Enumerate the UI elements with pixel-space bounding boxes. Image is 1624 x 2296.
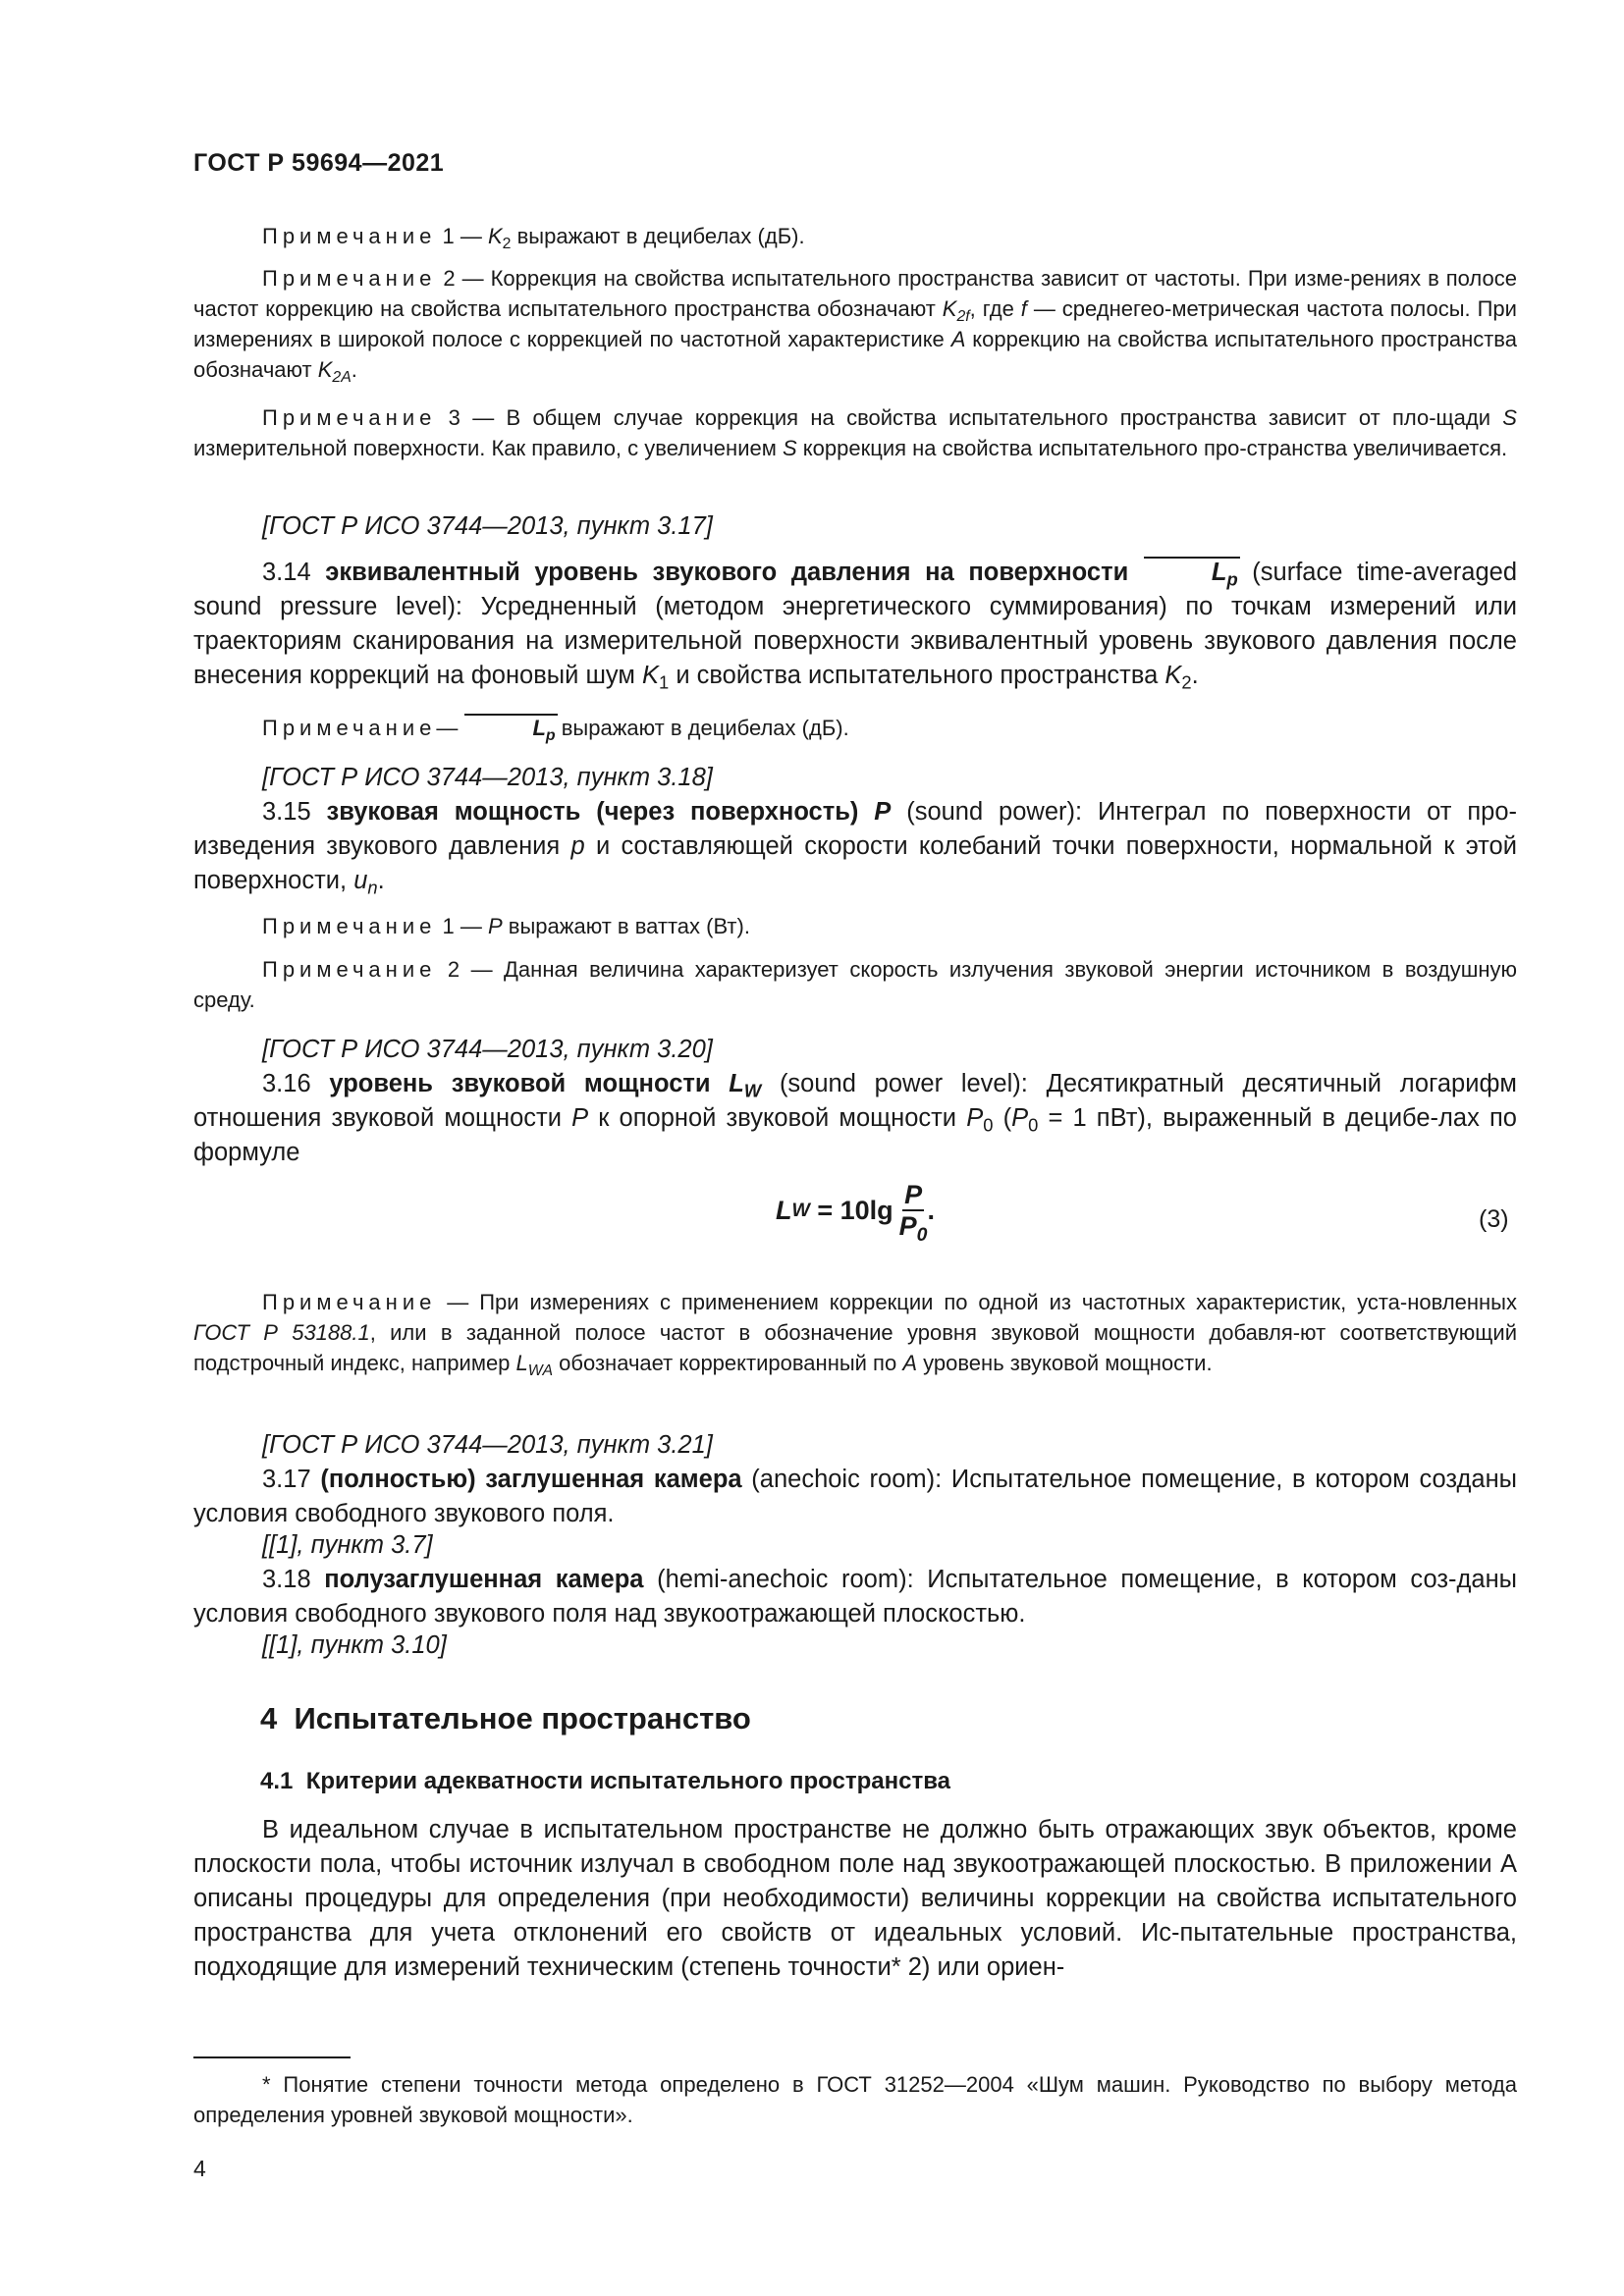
term: (полностью) заглушенная камера <box>320 1466 742 1493</box>
page-number: 4 <box>193 2156 206 2181</box>
reference-3-7: [[1], пункт 3.7] <box>262 1531 433 1559</box>
term: уровень звуковой мощности <box>329 1070 711 1097</box>
note-3-15-1: Примечание 1 — P выражают в ваттах (Вт). <box>262 914 750 938</box>
term: звуковая мощность (через поверхность) <box>326 798 859 826</box>
formula-3: L W = 10lg $\frac{P}{P_0}$ . <box>776 1180 935 1246</box>
section-4-1-paragraph: В идеальном случае в испытательном пространстве не должно быть отражающих звук объектов, кроме плоскости пола, чтобы источник излучал в свободном поле над звукоотражающей плоскостью. В приложении А описаны процедуры для определения (при необходимости) величины коррекции на свойства испытательного пространства для учета отклонений его свойств от идеальных условий. Ис-пытательные пространства, подходящие для измерений техническим (степень точности* 2) или ориен- <box>193 1816 1517 1981</box>
note-label: Примечание <box>262 957 437 982</box>
note-3-14: Примечание— $L_p$ выражают в децибелах (дБ). <box>193 713 1517 743</box>
formula-number: (3) <box>1479 1205 1509 1233</box>
term: эквивалентный уровень звукового давления на поверхности <box>325 559 1129 586</box>
reference-3-10: [[1], пункт 3.10] <box>262 1631 447 1659</box>
note-label: Примечание <box>262 914 437 938</box>
note-label: Примечание <box>262 224 437 248</box>
reference-321: [ГОСТ Р ИСО 3744—2013, пункт 3.21] <box>262 1431 713 1459</box>
definition-3-16: 3.16 уровень звуковой мощности $L_W$ (sound power level): Десятикратный десятичный логарифм отношения звуковой мощности P к опорной звуковой мощности $P_0$ ($P_0 = 1$ пВт), выраженный в децибе-лах по формуле <box>193 1070 1517 1166</box>
reference-320: [ГОСТ Р ИСО 3744—2013, пункт 3.20] <box>262 1036 713 1063</box>
reference-317: [ГОСТ Р ИСО 3744—2013, пункт 3.17] <box>262 512 713 540</box>
definition-3-15: 3.15 звуковая мощность (через поверхность) P (sound power): Интеграл по поверхности от про-изведения звукового давления p и составляющей скорости колебаний точки поверхности, нормальной к этой поверхности, $u_n$. <box>193 798 1517 898</box>
footnote-rule <box>193 2056 351 2058</box>
standard-header: ГОСТ Р 59694—2021 <box>193 149 445 177</box>
footnote: * Понятие степени точности метода определено в ГОСТ 31252—2004 «Шум машин. Руководство по выбору метода определения уровней звуковой мощности». <box>193 2072 1517 2127</box>
definition-3-14: 3.14 эквивалентный уровень звукового давления на поверхности $L_p$ (surface time-averaged sound pressure level): Усредненный (методом энергетического суммирования) по точкам измерений или траекториям сканирования на измерительной поверхности эквивалентный уровень звукового давления после внесения коррекций на фоновый шум $K_1$ и свойства испытательного пространства $K_2$. <box>193 556 1517 693</box>
note-k2-3: Примечание 3 — В общем случае коррекция на свойства испытательного пространства зависит от пло-щади S измерительной поверхности. Как правило, с увеличением S коррекция на свойства испытательного про-странства увеличивается. <box>193 405 1517 460</box>
definition-3-18: 3.18 полузаглушенная камера (hemi-anechoic room): Испытательное помещение, в котором соз-даны условия свободного звукового поля над звукоотражающей плоскостью. <box>193 1566 1517 1628</box>
section-4-heading: 4 Испытательное пространство <box>260 1701 751 1735</box>
note-3-16: Примечание — При измерениях с применением коррекции по одной из частотных характеристик, уста-новленных ГОСТ Р 53188.1, или в заданной полосе частот в обозначение уровня звуковой мощности добавля-ют соответствующий подстрочный индекс, например $L_{WA}$ обозначает корректированный по A уровень звуковой мощности. <box>193 1290 1517 1379</box>
term: полузаглушенная камера <box>324 1566 644 1593</box>
section-4-1-heading: 4.1 Критерии адекватности испытательного пространства <box>260 1768 951 1794</box>
note-label: Примечание <box>262 716 437 740</box>
symbol-lp-bar: $L_p$ <box>463 713 555 743</box>
note-label: Примечание <box>262 405 437 430</box>
formula-fraction: $\frac{P}{P_0}$ <box>898 1180 928 1246</box>
note-k2-2: Примечание 2 — Коррекция на свойства испытательного пространства зависит от частоты. При изме-рениях в полосе частот коррекцию на свойства испытательного пространства обозначают $K_{2f}$, где f — среднегео-метрическая частота полосы. При измерениях в широкой полосе с коррекцией по частотной характеристике A коррекцию на свойства испытательного пространства обозначают $K_{2A}$. <box>193 266 1517 386</box>
note-k2-1: Примечание 1 — $K_2$ выражают в децибелах (дБ). <box>262 224 805 252</box>
note-3-15-2: Примечание 2 — Данная величина характеризует скорость излучения звуковой энергии источником в воздушную среду. <box>193 957 1517 1012</box>
note-label: Примечание <box>262 266 437 291</box>
definition-3-17: 3.17 (полностью) заглушенная камера (anechoic room): Испытательное помещение, в котором созданы условия свободного звукового поля. <box>193 1466 1517 1527</box>
reference-318: [ГОСТ Р ИСО 3744—2013, пункт 3.18] <box>262 764 713 791</box>
note-label: Примечание <box>262 1290 437 1314</box>
symbol-lp-bar: $L_p$ <box>1143 556 1238 590</box>
